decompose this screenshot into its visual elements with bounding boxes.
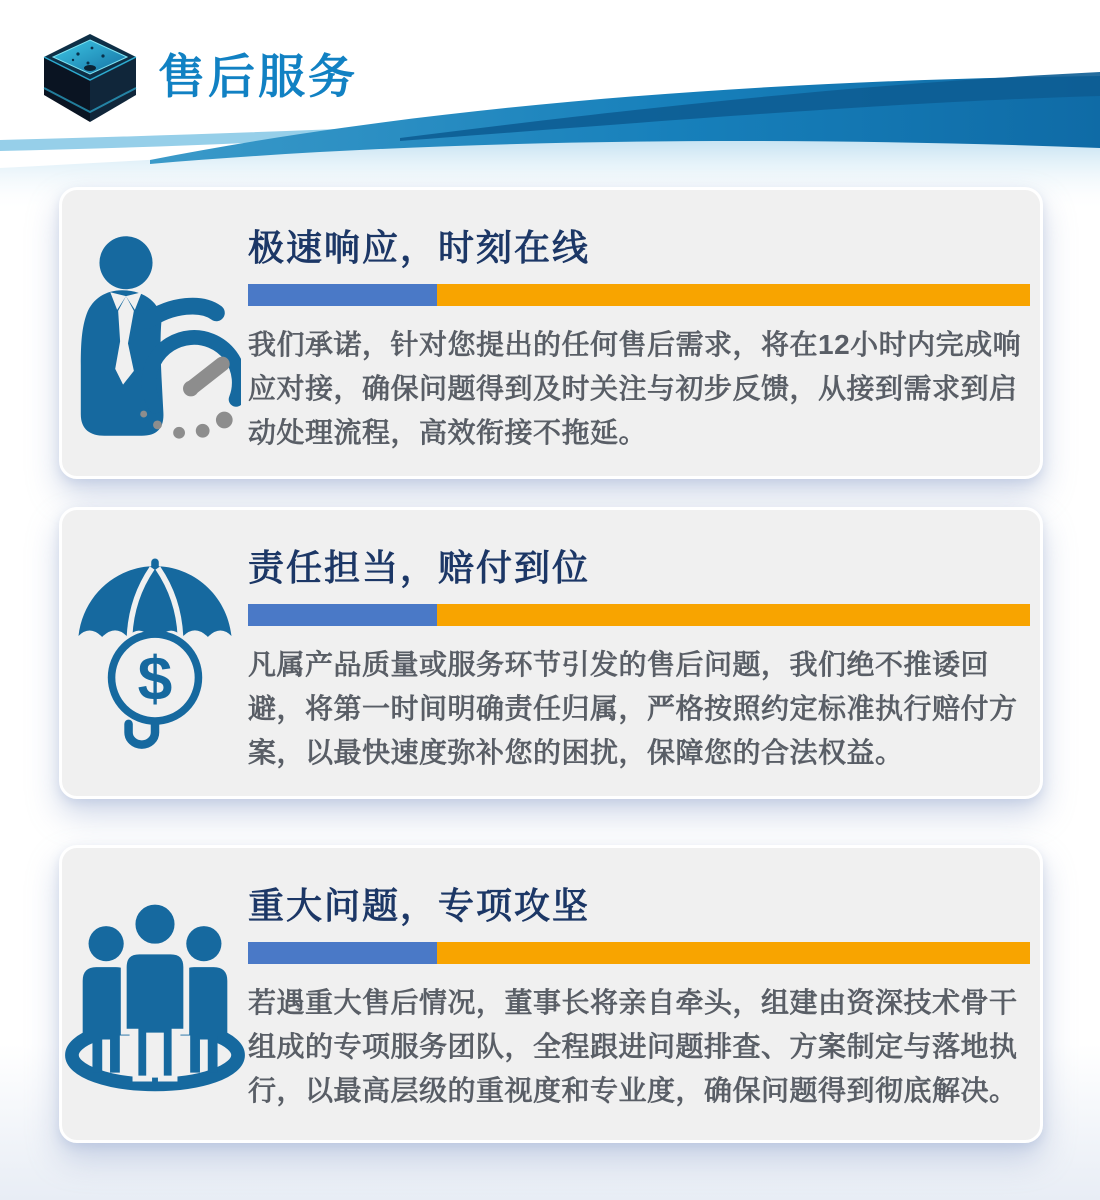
accent-bar [248, 284, 1030, 306]
card-content [248, 190, 1040, 455]
service-card-compensation [59, 507, 1043, 799]
card-body-text: 我们承诺，针对您提出的任何售后需求，将在12小时内完成响应对接，确保问题得到及时关注与初步反馈，从接到需求到启动处理流程，高效衔接不拖延。 [248, 329, 1022, 448]
card-content [248, 848, 1040, 1113]
card-body-text: 若遇重大售后情况，董事长将亲自牵头，组建由资深技术骨干组成的专项服务团队，全程跟进问题排查、方案制定与落地执行，以最高层级的重视度和专业度，确保问题得到彻底解决。 [248, 987, 1018, 1106]
hot-tub-product-thumbnail [40, 30, 140, 126]
manager-stopwatch-icon [62, 227, 248, 439]
team-group-icon [62, 887, 248, 1102]
service-card-rapid-response [59, 187, 1043, 479]
card-title: 重大问题，专项攻坚 [248, 885, 591, 926]
card-title: 极速响应，时刻在线 [248, 227, 591, 268]
accent-bar [248, 942, 1030, 964]
umbrella-dollar-icon-svg [70, 549, 240, 757]
team-group-icon-svg [62, 887, 248, 1102]
hot-tub-photo-icon [40, 30, 140, 126]
accent-bar-orange [437, 942, 1030, 964]
accent-bar [248, 604, 1030, 626]
card-title: 责任担当，赔付到位 [248, 547, 591, 588]
accent-bar-orange [437, 604, 1030, 626]
accent-bar-blue [248, 942, 437, 964]
manager-stopwatch-icon-svg [69, 227, 241, 439]
header-swoosh-decoration [0, 0, 1100, 215]
card-content [248, 510, 1040, 775]
accent-bar-blue [248, 604, 437, 626]
header [0, 0, 1100, 215]
accent-bar-orange [437, 284, 1030, 306]
accent-bar-blue [248, 284, 437, 306]
page-title: 售后服务 [158, 50, 358, 103]
card-body-text: 凡属产品质量或服务环节引发的售后问题，我们绝不推诿回避，将第一时间明确责任归属，严格按照约定标准执行赔付方案，以最快速度弥补您的困扰，保障您的合法权益。 [248, 649, 1018, 768]
svg-text:$: $ [137, 645, 173, 715]
service-card-task-force [59, 845, 1043, 1143]
umbrella-dollar-icon [62, 549, 248, 757]
